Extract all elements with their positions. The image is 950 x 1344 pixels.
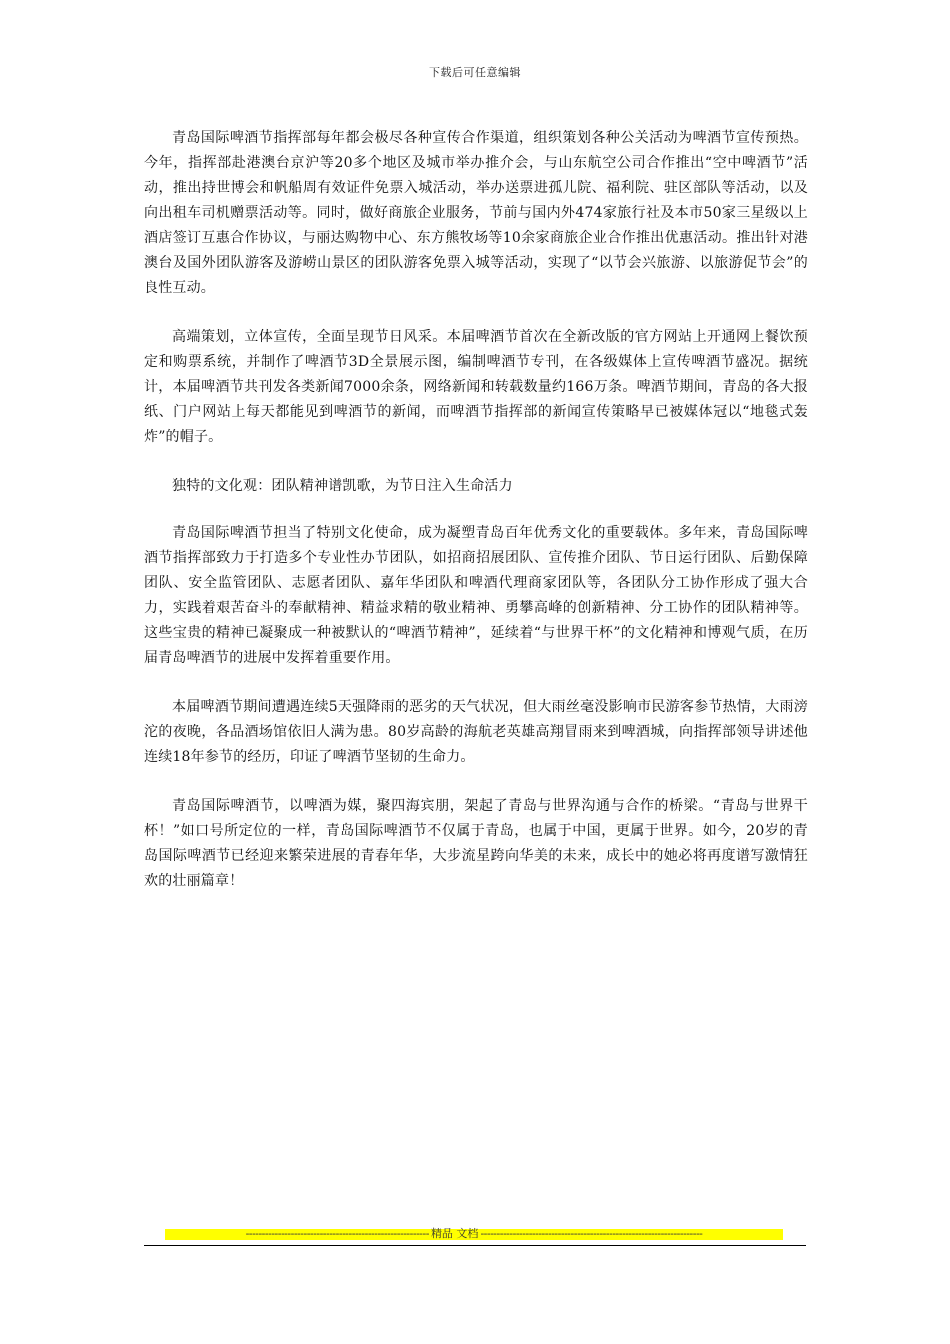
paragraph-media-strategy: 高端策划，立体宣传，全面呈现节日风采。本届啤酒节首次在全新改版的官方网站上开通网上餐饮预定和购票系统，并制作了啤酒节3D全景展示图，编制啤酒节专刊，在各级媒体上宣传啤酒节盛况。据统计，本届啤酒节共刊发各类新闻7000余条，网络新闻和转载数量约166万条。啤酒节期间，青岛的各大报纸、门户网站上每天都能见到啤酒节的新闻，而啤酒节指挥部的新闻宣传策略早已被媒体冠以“地毯式轰炸”的帽子。	[144, 329, 808, 445]
footer-label: 精品 文档	[430, 1227, 479, 1240]
page-header-note: 下载后可任意编辑	[429, 66, 521, 79]
footer-dashes-right: ---------------------------------------------------------------------	[480, 1227, 703, 1240]
paragraph-conclusion: 青岛国际啤酒节，以啤酒为媒，聚四海宾朋，架起了青岛与世界沟通与合作的桥梁。“青岛与世界干杯！”如口号所定位的一样，青岛国际啤酒节不仅属于青岛，也属于中国，更属于世界。如今，20岁的青岛国际啤酒节已经迎来繁荣进展的青春年华，大步流星跨向华美的未来，成长中的她必将再度谱写激情狂欢的壮丽篇章！	[144, 798, 808, 889]
footer-divider	[144, 1245, 806, 1246]
section-heading-culture: 独特的文化观：团队精神谱凯歌，为节日注入生命活力	[172, 478, 513, 494]
paragraph-promotion: 青岛国际啤酒节指挥部每年都会极尽各种宣传合作渠道，组织策划各种公关活动为啤酒节宣传预热。今年，指挥部赴港澳台京沪等20多个地区及城市举办推介会，与山东航空公司合作推出“空中啤酒节”活动，推出持世博会和帆船周有效证件免票入城活动，举办送票进孤儿院、福利院、驻区部队等活动，以及向出租车司机赠票活动等。同时，做好商旅企业服务，节前与国内外474家旅行社及本市50家三星级以上酒店签订互惠合作协议，与丽达购物中心、东方熊牧场等10余家商旅企业合作推出优惠活动。推出针对港澳台及国外团队游客及游崂山景区的团队游客免票入城等活动，实现了“以节会兴旅游、以旅游促节会”的良性互动。	[144, 130, 808, 296]
paragraph-team-spirit: 青岛国际啤酒节担当了特别文化使命，成为凝塑青岛百年优秀文化的重要载体。多年来，青岛国际啤酒节指挥部致力于打造多个专业性办节团队，如招商招展团队、宣传推介团队、节日运行团队、后勤保障团队、安全监管团队、志愿者团队、嘉年华团队和啤酒代理商家团队等，各团队分工协作形成了强大合力，实践着艰苦奋斗的奉献精神、精益求精的敬业精神、勇攀高峰的创新精神、分工协作的团队精神等。这些宝贵的精神已凝聚成一种被默认的“啤酒节精神”，延续着“与世界干杯”的文化精神和博观气质，在历届青岛啤酒节的进展中发挥着重要作用。	[144, 525, 808, 666]
paragraph-rain-enthusiasm: 本届啤酒节期间遭遇连续5天强降雨的恶劣的天气状况，但大雨丝毫没影响市民游客参节热情，大雨滂沱的夜晚，各品酒场馆依旧人满为患。80岁高龄的海航老英雄高翔冒雨来到啤酒城，向指挥部领导讲述他连续18年参节的经历，印证了啤酒节坚韧的生命力。	[144, 699, 808, 765]
footer-dashes-left: ---------------------------------------------------------	[245, 1227, 429, 1240]
document-body	[144, 126, 808, 918]
footer-banner	[165, 1226, 783, 1242]
